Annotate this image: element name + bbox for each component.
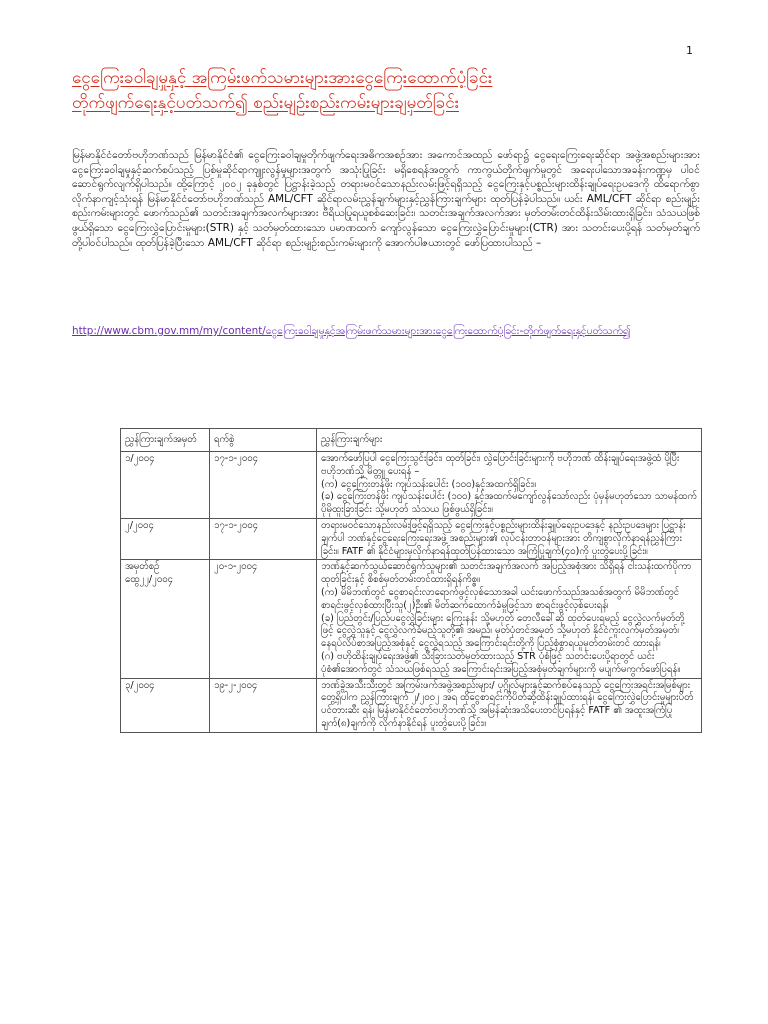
description-line: တရားမဝင်သောနည်းလမ်းဖြင့်ရရှိသည့် ငွေကြေးနှင့်ပစ္စည်းများထိန်းချုပ်ရေးဥပဒေနှင့် နည်းဥပဒေများ ပြဋ္ဌာန်းချက်ပါ ဘဏ်နှင့်ငွေရေးကြေးရေးအဖွဲ့ အစည်းများ၏ လုပ်ငန်းတာဝန်များအား တိကျစွာလိုက်နာရန်ညွှန်ကြားခြင်း။ FATF ၏ နိုင်ငံများမှလိုက်နာရန်ထုတ်ပြန်ထားသော အကြံပြုချက်(၄၀)ကို ပူးတွဲပေးပို့ခြင်း။	[321, 519, 686, 557]
description-line: (ခ) ငွေကြေးတန်ဖိုး ကျပ်သန်းပေါင်း (၁၀၀) နှင့်အထက်မကျော်လွန်သော်လည်း ပုံမှန်မဟုတ်သော သာမန်ထက်ပိုမိုထူးခြားခြင်း သို့မဟုတ် သံသယ ဖြစ်ဖွယ်ရှိခြင်း။	[321, 491, 697, 516]
document-title	[72, 66, 712, 116]
directive-number: ၁/၂၀၀၄	[121, 452, 210, 519]
description-line: (က) မိမိဘဏ်တွင် ငွေစာရင်းလာရောက်ဖွင့်လှစ်သောအခါ ယင်းဖောက်သည်အသစ်အတွက် မိမိဘဏ်တွင် စာရင်းဖွင့်လှစ်ထားပြီးသူ(၂)ဦး၏ မိတ်ဆက်ထောက်ခံမှုဖြင့်သာ စာရင်းဖွင့်လှစ်ပေးရန်၊	[321, 586, 680, 611]
table-row	[121, 678, 702, 732]
directive-number: ၂/၂၀၀၄	[121, 518, 210, 559]
column-header-date: ရက်စွဲ	[210, 429, 317, 452]
description-line: ဘဏ်ခွဲအသီးသီးတွင် အကြမ်းဖက်အဖွဲ့အစည်းများ/ ပုဂ္ဂိုလ်များနှင့်ဆက်စပ်နေသည့် ငွေကြေးအရင်းအမြစ်များတွေ့ရှိပါက ညွှန်ကြားချက် ၂/၂၀၀၂ အရ ထိုငွေစာရင်းကိုပိတ်ဆို့ထိန်းချုပ်ထားရန်၊ ငွေကြေးလွှဲပြောင်းမှုများပိတ်ပင်တားဆီး ရန်၊ မြန်မာနိုင်ငံတော်ဗဟိုဘဏ်သို့ အမြန်ဆုံးအသိပေးတင်ပြရန်နှင့် FATF ၏ အထူးအကြံပြုချက်(၈)ချက်ကို လိုက်နာနိုင်ရန် ပူးတွဲပေးပို့ခြင်း။	[321, 679, 694, 729]
description-line: အောက်ဖော်ပြပါ ငွေကြေးသွင်းခြင်း၊ ထုတ်ခြင်း၊ လွှဲပြောင်းခြင်းများကို ဗဟိုဘဏ် ထိန်းချုပ်ရေးအဖွဲ့ထံ ပို့ပြီး ဗဟိုဘဏ်သို့ မိတ္တူ ပေးရန် –	[321, 453, 680, 477]
cbm-content-link[interactable]: http://www.cbm.gov.mm/my/content/ငွေကြေးခဝါချမှုနှင့်အကြမ်းဖက်သမားများအားငွေကြေးထောက်ပံ့ခြင်း-တိုက်ဖျက်ရေးနှင့်ပတ်သက်၍	[72, 325, 631, 337]
description-line: (ခ) ပြည်တွင်း/ပြည်ပငွေလွှဲခြင်းများ ကြေးနန်း သို့မဟုတ် တေလီခေါ်ဆို ထုတ်ပေးရမည့် ငွေလွှဲလက်မှတ်တို့ဖြင့် ငွေလွှဲသူနှင့် ငွေလွှဲလက်ခံမည့်သူတို့၏ အမည်၊ မှတ်ပုံတင်အမှတ် သို့မဟုတ် နိုင်ငံကူးလက်မှတ်အမှတ်၊ နေရပ်လိပ်စာအပြည့်အစုံနှင့် ငွေလွှဲရသည့် အကြောင်းရင်းတို့ကို ပြည့်စုံစွာရယူမှတ်တမ်းတင် ထားရန်၊	[321, 612, 685, 650]
column-header-directive-number: ညွှန်ကြားချက်အမှတ်	[121, 429, 210, 452]
directive-date: ၂၀-၁-၂၀၀၄	[210, 560, 317, 678]
directives-table	[120, 428, 702, 733]
directive-description	[317, 560, 702, 678]
directive-date: ၁၉-၂-၂၀၀၄	[210, 678, 317, 732]
directive-number: အမှတ်စဉ်ထွေ၂၂/၂၀၀၄	[121, 560, 210, 678]
title-line-2: တိုက်ဖျက်ရေးနှင့်ပတ်သက်၍ စည်းမျဉ်းစည်းကမ်းများချမှတ်ခြင်း	[72, 93, 460, 113]
directive-description	[317, 452, 702, 519]
column-header-directives: ညွှန်ကြားချက်များ	[317, 429, 702, 452]
page-number: 1	[686, 44, 693, 57]
table-header-row	[121, 429, 702, 452]
directive-description	[317, 678, 702, 732]
table-row	[121, 518, 702, 559]
title-line-1: ငွေကြေးခဝါချမှုနှင့် အကြမ်းဖက်သမားများအားငွေကြေးထောက်ပံ့ခြင်း	[72, 68, 493, 88]
directive-number: ၃/၂၀၀၄	[121, 678, 210, 732]
description-line: ဘဏ်နှင့်ဆက်သွယ်ဆောင်ရွက်သူများ၏ သတင်းအချက်အလက် အပြည့်အစုံအား သိရှိရန် ငါးသန်းထက်ပိုကာ ထုတ်ခြင်းနှင့် စိစစ်မှတ်တမ်းတင်ထားရှိရန်ကိစ္စ။	[321, 561, 692, 586]
intro-paragraph: မြန်မာနိုင်ငံတော်ဗဟိုဘဏ်သည် မြန်မာနိုင်ငံ၏ ငွေကြေးခဝါချမှုတိုက်ဖျက်ရေးအဓိကအစဉ်အား အကောင်အထည် ဖော်ရာ၌ ငွေရေးကြေးရေးဆိုင်ရာ အဖွဲ့အစည်းများအား ငွေကြေးခဝါချမှုနှင့်ဆက်စပ်သည့် ပြစ်မှုဆိုင်ရာကျူးလွန်မှုများအတွက် အသုံးပြုခြင်း မရှိစေရန်အတွက် ကာကွယ်တိုက်ဖျက်မှုတွင် အရေးပါသောအခန်းကဏ္ဍမှ ပါဝင်ဆောင်ရွက်လျက်ရှိပါသည်။ ထို့ကြောင့် ၂၀၀၂ ခုနှစ်တွင် ပြဋ္ဌာန်းခဲ့သည့် တရားမဝင်သောနည်းလမ်းဖြင့်ရရှိသည့် ငွေကြေးနှင့်ပစ္စည်းများထိန်းချုပ်ရေးဥပဒေကို ထိရောက်စွာလိုက်နာကျင့်သုံးရန် မြန်မာနိုင်ငံတော်ဗဟိုဘဏ်သည် AML/CFT ဆိုင်ရာလမ်းညွှန်ချက်များနှင့်ညွှန်ကြားချက်များ ထုတ်ပြန်ခဲ့ပါသည်။ ယင်း AML/CFT ဆိုင်ရာ စည်းမျဉ်းစည်းကမ်းများတွင် ဖောက်သည်၏ သတင်းအချက်အလက်များအား ဗီရိယပြုရယူစစ်ဆေးခြင်း၊ သတင်းအချက်အလက်အား မှတ်တမ်းတင်ထိန်းသိမ်းထားရှိခြင်း၊ သံသယဖြစ်ဖွယ်ရှိသော ငွေကြေးလွှဲပြောင်းမှုများ(STR) နှင့် သတ်မှတ်ထားသော ပမာဏထက် ကျော်လွန်သော ငွေကြေးလွှဲပြောင်းမှုများ(CTR) အား သတင်းပေးပို့ရန် သတ်မှတ်ချက်တို့ပါဝင်ပါသည်။ ထုတ်ပြန်ခဲ့ပြီးသော AML/CFT ဆိုင်ရာ စည်းမျဉ်းစည်းကမ်းများကို အောက်ပါဇယားတွင် ဖော်ပြထားပါသည် –	[72, 149, 700, 249]
table-row	[121, 452, 702, 519]
description-line: (က) ငွေကြေးတန်ဖိုး ကျပ်သန်းပေါင်း (၁၀၀)နှင့်အထက်ရှိခြင်း။	[321, 478, 537, 490]
description-line: (ဂ) ဗဟိုထိန်းချုပ်ရေးအဖွဲ့၏ သီးခြားသတ်မှတ်ထားသည့် STR ပုံစံဖြင့် သတင်းပေးပို့ရာတွင် ယင်းပုံစံ၏အောက်တွင် သံသယဖြစ်ရသည့် အကြောင်းရင်းအပြည့်အစုံမှတ်ချက်များကို မပျက်မကွက်ဖော်ပြရန်။	[321, 650, 681, 675]
directive-date: ၁၇-၁-၂၀၀၄	[210, 518, 317, 559]
directive-date: ၁၇-၁-၂၀၀၄	[210, 452, 317, 519]
directive-description	[317, 518, 702, 559]
table-row	[121, 560, 702, 678]
